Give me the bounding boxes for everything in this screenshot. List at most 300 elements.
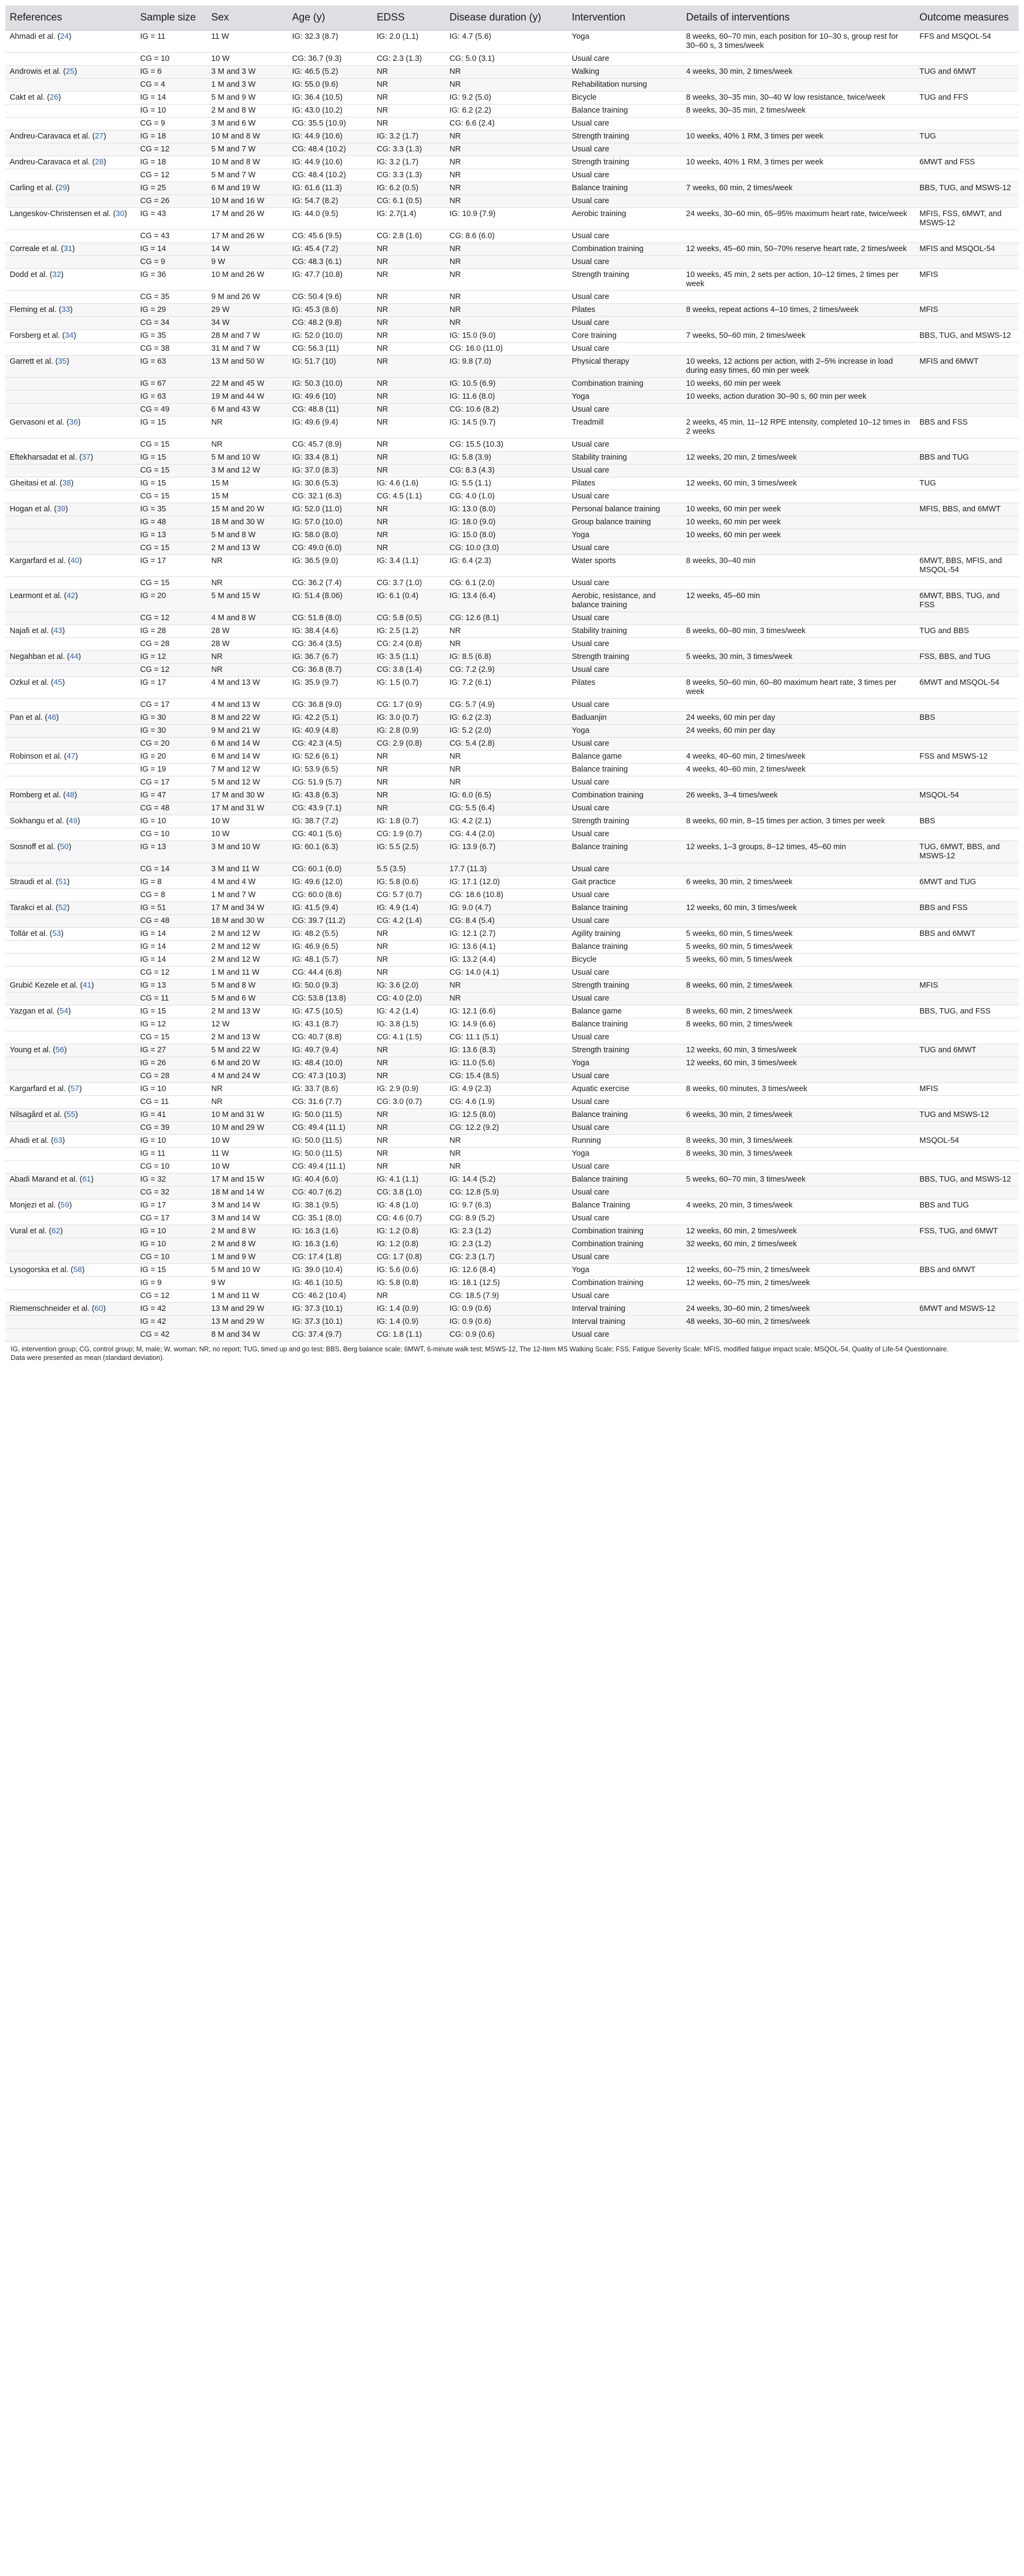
cell-sample-size: IG = 30 — [136, 712, 207, 725]
citation-link[interactable]: 35 — [58, 357, 67, 366]
cell-reference — [5, 378, 136, 391]
cell-sex: 28 W — [207, 638, 288, 651]
citation-link[interactable]: 51 — [58, 878, 67, 886]
cell-sex: 6 M and 14 W — [207, 738, 288, 751]
cell-reference — [5, 343, 136, 356]
cell-reference — [5, 391, 136, 404]
cell-details — [682, 1212, 915, 1225]
cell-sex: 2 M and 13 W — [207, 1031, 288, 1044]
cell-reference: Monjezi et al. (59) — [5, 1199, 136, 1212]
cell-age: CG: 36.4 (3.5) — [288, 638, 372, 651]
cell-edss: CG: 5.7 (0.7) — [372, 889, 445, 902]
reference-author: Correale et al. — [10, 245, 59, 253]
cell-intervention: Balance training — [568, 841, 682, 863]
cell-sample-size: IG = 63 — [136, 391, 207, 404]
cell-outcome-measures: 6MWT and MSWS-12 — [915, 1303, 1019, 1316]
cell-details — [682, 863, 915, 876]
cell-disease-duration: IG: 0.9 (0.6) — [445, 1316, 568, 1329]
table-row — [5, 117, 1019, 130]
cell-edss: NR — [372, 503, 445, 516]
cell-age: IG: 54.7 (8.2) — [288, 195, 372, 208]
cell-details — [682, 143, 915, 156]
cell-sex: 4 M and 13 W — [207, 677, 288, 699]
cell-reference — [5, 79, 136, 92]
cell-sex: 17 M and 30 W — [207, 789, 288, 802]
cell-intervention: Combination training — [568, 1277, 682, 1290]
cell-disease-duration: NR — [445, 143, 568, 156]
cell-edss: CG: 4.5 (1.1) — [372, 490, 445, 503]
cell-details: 8 weeks, 60–70 min, each position for 10–30 s, group rest for 30–60 s, 3 times/week — [682, 31, 915, 53]
cell-reference: Tarakci et al. (52) — [5, 902, 136, 915]
table-row — [5, 876, 1019, 889]
cell-details: 8 weeks, 30 min, 3 times/week — [682, 1148, 915, 1161]
cell-disease-duration: NR — [445, 130, 568, 143]
cell-sex: 5 M and 10 W — [207, 452, 288, 464]
cell-reference — [5, 291, 136, 304]
cell-sample-size: CG = 4 — [136, 79, 207, 92]
citation-link[interactable]: 49 — [68, 817, 78, 825]
cell-outcome-measures — [915, 117, 1019, 130]
citation-link[interactable]: 48 — [65, 791, 75, 800]
citation-link[interactable]: 41 — [82, 981, 92, 990]
cell-age: IG: 42.2 (5.1) — [288, 712, 372, 725]
cell-outcome-measures: TUG and 6MWT — [915, 1044, 1019, 1057]
cell-edss: IG: 3.5 (1.1) — [372, 651, 445, 664]
table-row — [5, 677, 1019, 699]
cell-disease-duration: IG: 5.2 (2.0) — [445, 725, 568, 738]
cell-age: CG: 48.4 (10.2) — [288, 169, 372, 182]
cell-disease-duration: IG: 2.3 (1.2) — [445, 1238, 568, 1251]
cell-reference — [5, 863, 136, 876]
citation-link[interactable]: 46 — [47, 713, 57, 722]
citation-link[interactable]: 54 — [59, 1007, 68, 1016]
cell-outcome-measures — [915, 490, 1019, 503]
cell-sample-size: IG = 14 — [136, 92, 207, 105]
cell-reference — [5, 1057, 136, 1070]
cell-reference — [5, 1070, 136, 1083]
cell-details: 8 weeks, 60–80 min, 3 times/week — [682, 625, 915, 638]
cell-sample-size: CG = 10 — [136, 1161, 207, 1174]
citation-link[interactable]: 58 — [73, 1266, 82, 1274]
cell-edss: NR — [372, 1148, 445, 1161]
cell-details — [682, 464, 915, 477]
cell-edss: IG: 3.2 (1.7) — [372, 130, 445, 143]
cell-intervention: Water sports — [568, 555, 682, 577]
cell-sex: 22 M and 45 W — [207, 378, 288, 391]
cell-reference: Langeskov-Christensen et al. (30) — [5, 208, 136, 230]
cell-sex: 11 W — [207, 31, 288, 53]
citation-link[interactable]: 33 — [61, 305, 71, 314]
citation-link[interactable]: 63 — [53, 1136, 63, 1145]
cell-sample-size: CG = 11 — [136, 1096, 207, 1109]
cell-outcome-measures: TUG — [915, 477, 1019, 490]
citation-link[interactable]: 43 — [53, 627, 63, 635]
cell-sample-size: IG = 35 — [136, 503, 207, 516]
cell-sample-size: IG = 17 — [136, 555, 207, 577]
table-row — [5, 1122, 1019, 1135]
cell-intervention: Usual care — [568, 53, 682, 66]
cell-age: IG: 44.0 (9.5) — [288, 208, 372, 230]
cell-intervention: Personal balance training — [568, 503, 682, 516]
cell-edss: NR — [372, 1070, 445, 1083]
cell-intervention: Yoga — [568, 725, 682, 738]
cell-edss: IG: 5.8 (0.6) — [372, 876, 445, 889]
citation-link[interactable]: 38 — [62, 479, 71, 488]
cell-reference — [5, 105, 136, 117]
cell-outcome-measures — [915, 612, 1019, 625]
table-row — [5, 590, 1019, 612]
cell-reference — [5, 1329, 136, 1342]
citation-link[interactable]: 42 — [66, 592, 75, 600]
cell-details: 48 weeks, 30–60 min, 2 times/week — [682, 1316, 915, 1329]
cell-disease-duration: IG: 6.4 (2.3) — [445, 555, 568, 577]
cell-details: 4 weeks, 40–60 min, 2 times/week — [682, 751, 915, 763]
citation-link[interactable]: 56 — [55, 1046, 65, 1054]
cell-sample-size: CG = 49 — [136, 404, 207, 416]
cell-sex: 2 M and 12 W — [207, 928, 288, 941]
cell-sex: 5 M and 7 W — [207, 169, 288, 182]
table-row — [5, 208, 1019, 230]
cell-outcome-measures: BBS, TUG, and FSS — [915, 1005, 1019, 1018]
cell-reference — [5, 195, 136, 208]
cell-age: IG: 51.4 (8.06) — [288, 590, 372, 612]
cell-edss: NR — [372, 317, 445, 330]
citation-link[interactable]: 52 — [58, 904, 67, 912]
cell-details — [682, 577, 915, 590]
citation-link[interactable]: 39 — [57, 505, 66, 513]
cell-disease-duration: NR — [445, 317, 568, 330]
cell-intervention: Usual care — [568, 1096, 682, 1109]
cell-edss: CG: 3.8 (1.0) — [372, 1186, 445, 1199]
table-row — [5, 1083, 1019, 1096]
header-outcome-measures: Outcome measures — [915, 5, 1019, 31]
cell-intervention: Yoga — [568, 31, 682, 53]
table-row — [5, 92, 1019, 105]
cell-edss: NR — [372, 452, 445, 464]
citation-link[interactable]: 60 — [94, 1304, 103, 1313]
citation-link[interactable]: 30 — [115, 210, 124, 218]
cell-sex: 13 M and 50 W — [207, 356, 288, 378]
reference-author: Ozkul et al. — [10, 678, 49, 687]
cell-sample-size: CG = 15 — [136, 542, 207, 555]
table-row — [5, 802, 1019, 815]
cell-disease-duration: CG: 10.0 (3.0) — [445, 542, 568, 555]
cell-age: IG: 45.3 (8.6) — [288, 304, 372, 317]
cell-edss: NR — [372, 105, 445, 117]
cell-edss: NR — [372, 330, 445, 343]
cell-disease-duration: IG: 11.0 (5.6) — [445, 1057, 568, 1070]
cell-details: 12 weeks, 60 min, 3 times/week — [682, 1044, 915, 1057]
cell-edss: CG: 4.1 (1.5) — [372, 1031, 445, 1044]
cell-intervention: Usual care — [568, 464, 682, 477]
citation-link[interactable]: 27 — [94, 132, 104, 141]
table-row — [5, 53, 1019, 66]
cell-sex: 34 W — [207, 317, 288, 330]
table-row — [5, 612, 1019, 625]
cell-disease-duration: IG: 14.5 (9.7) — [445, 416, 568, 439]
cell-age: CG: 32.1 (6.3) — [288, 490, 372, 503]
cell-intervention: Group balance training — [568, 516, 682, 529]
cell-edss: NR — [372, 464, 445, 477]
cell-edss: 5.5 (3.5) — [372, 863, 445, 876]
table-row — [5, 256, 1019, 269]
citation-link[interactable]: 45 — [53, 678, 63, 687]
cell-details: 4 weeks, 20 min, 3 times/week — [682, 1199, 915, 1212]
cell-age: IG: 45.4 (7.2) — [288, 243, 372, 256]
table-header — [5, 5, 1019, 31]
cell-edss: NR — [372, 343, 445, 356]
cell-reference — [5, 117, 136, 130]
cell-sex: 5 M and 8 W — [207, 980, 288, 992]
cell-intervention: Treadmill — [568, 416, 682, 439]
table-row — [5, 638, 1019, 651]
citation-link[interactable]: 29 — [58, 184, 67, 192]
cell-age: CG: 35.1 (8.0) — [288, 1212, 372, 1225]
cell-intervention: Stability training — [568, 625, 682, 638]
cell-outcome-measures — [915, 1148, 1019, 1161]
cell-intervention: Combination training — [568, 1238, 682, 1251]
cell-reference: Young et al. (56) — [5, 1044, 136, 1057]
table-row — [5, 1238, 1019, 1251]
cell-intervention: Yoga — [568, 1057, 682, 1070]
citation-link[interactable]: 32 — [52, 270, 61, 279]
citation-link[interactable]: 57 — [70, 1085, 79, 1093]
cell-sex: 1 M and 3 W — [207, 79, 288, 92]
cell-sample-size: IG = 8 — [136, 876, 207, 889]
cell-intervention: Combination training — [568, 243, 682, 256]
cell-sex: NR — [207, 651, 288, 664]
cell-intervention: Balance training — [568, 1109, 682, 1122]
cell-disease-duration: IG: 12.1 (6.6) — [445, 1005, 568, 1018]
cell-age: IG: 46.5 (5.2) — [288, 66, 372, 79]
cell-sample-size: IG = 27 — [136, 1044, 207, 1057]
cell-sample-size: CG = 9 — [136, 256, 207, 269]
cell-outcome-measures: MFIS — [915, 980, 1019, 992]
cell-reference: Eftekharsadat et al. (37) — [5, 452, 136, 464]
table-row — [5, 738, 1019, 751]
citation-link[interactable]: 40 — [70, 557, 79, 565]
reference-author: Yazgan et al. — [10, 1007, 55, 1016]
cell-details: 6 weeks, 30 min, 2 times/week — [682, 876, 915, 889]
cell-outcome-measures — [915, 699, 1019, 712]
cell-intervention: Pilates — [568, 677, 682, 699]
cell-reference: Gheitasi et al. (38) — [5, 477, 136, 490]
table-row — [5, 79, 1019, 92]
table-row — [5, 356, 1019, 378]
cell-outcome-measures — [915, 992, 1019, 1005]
citation-link[interactable]: 61 — [82, 1175, 91, 1184]
cell-disease-duration: CG: 8.4 (5.4) — [445, 915, 568, 928]
cell-age: CG: 46.2 (10.4) — [288, 1290, 372, 1303]
cell-details: 24 weeks, 60 min per day — [682, 712, 915, 725]
citation-link[interactable]: 28 — [94, 158, 104, 166]
cell-edss: IG: 6.1 (0.4) — [372, 590, 445, 612]
cell-details: 24 weeks, 30–60 min, 65–95% maximum heart rate, twice/week — [682, 208, 915, 230]
cell-disease-duration: IG: 9.2 (5.0) — [445, 92, 568, 105]
cell-reference: Tollár et al. (53) — [5, 928, 136, 941]
cell-details: 8 weeks, 50–60 min, 60–80 maximum heart rate, 3 times per week — [682, 677, 915, 699]
cell-outcome-measures — [915, 1122, 1019, 1135]
cell-age: IG: 50.0 (11.5) — [288, 1135, 372, 1148]
cell-sex: 4 M and 4 W — [207, 876, 288, 889]
cell-sample-size: CG = 34 — [136, 317, 207, 330]
cell-edss: CG: 1.7 (0.8) — [372, 1251, 445, 1264]
cell-reference: Abadi Marand et al. (61) — [5, 1174, 136, 1186]
table-row — [5, 664, 1019, 677]
cell-details: 8 weeks, 60 min, 2 times/week — [682, 1005, 915, 1018]
citation-link[interactable]: 50 — [60, 843, 69, 851]
cell-age: CG: 56.3 (11) — [288, 343, 372, 356]
cell-age: IG: 37.0 (8.3) — [288, 464, 372, 477]
cell-edss: IG: 4.2 (1.4) — [372, 1005, 445, 1018]
cell-details: 6 weeks, 30 min, 2 times/week — [682, 1109, 915, 1122]
table-row — [5, 992, 1019, 1005]
cell-age: IG: 48.4 (10.0) — [288, 1057, 372, 1070]
cell-age: CG: 51.9 (5.7) — [288, 776, 372, 789]
cell-intervention: Usual care — [568, 915, 682, 928]
cell-reference — [5, 529, 136, 542]
cell-details: 12 weeks, 60 min, 3 times/week — [682, 477, 915, 490]
citation-link[interactable]: 53 — [52, 929, 61, 938]
cell-sample-size: CG = 38 — [136, 343, 207, 356]
cell-details: 8 weeks, 60 min, 2 times/week — [682, 1018, 915, 1031]
cell-age: CG: 49.4 (11.1) — [288, 1161, 372, 1174]
table-row — [5, 1109, 1019, 1122]
cell-edss: IG: 2.7(1.4) — [372, 208, 445, 230]
table-row — [5, 889, 1019, 902]
cell-details: 5 weeks, 30 min, 3 times/week — [682, 651, 915, 664]
cell-sex: 2 M and 13 W — [207, 1005, 288, 1018]
cell-sample-size: CG = 10 — [136, 828, 207, 841]
cell-edss: NR — [372, 269, 445, 291]
cell-sex: 8 M and 34 W — [207, 1329, 288, 1342]
cell-edss: NR — [372, 117, 445, 130]
table-row — [5, 404, 1019, 416]
citation-link[interactable]: 55 — [66, 1110, 75, 1119]
cell-outcome-measures: MSQOL-54 — [915, 1135, 1019, 1148]
cell-reference — [5, 1212, 136, 1225]
table-row — [5, 1070, 1019, 1083]
citation-link[interactable]: 62 — [51, 1227, 60, 1235]
cell-sample-size: IG = 35 — [136, 330, 207, 343]
cell-disease-duration: CG: 12.8 (5.9) — [445, 1186, 568, 1199]
cell-reference: Ahmadi et al. (24) — [5, 31, 136, 53]
cell-disease-duration: IG: 9.0 (4.7) — [445, 902, 568, 915]
cell-details — [682, 738, 915, 751]
cell-disease-duration: IG: 13.4 (6.4) — [445, 590, 568, 612]
cell-disease-duration: IG: 15.0 (9.0) — [445, 330, 568, 343]
cell-sex: 9 W — [207, 1277, 288, 1290]
table-row — [5, 503, 1019, 516]
cell-intervention: Running — [568, 1135, 682, 1148]
cell-reference: Cakt et al. (26) — [5, 92, 136, 105]
table-row — [5, 763, 1019, 776]
cell-outcome-measures: BBS, TUG, and MSWS-12 — [915, 330, 1019, 343]
cell-sex: 9 M and 26 W — [207, 291, 288, 304]
citation-link[interactable]: 34 — [65, 331, 74, 340]
cell-sample-size: CG = 9 — [136, 117, 207, 130]
cell-sex: NR — [207, 416, 288, 439]
cell-reference: Kargarfard et al. (57) — [5, 1083, 136, 1096]
citation-link[interactable]: 59 — [60, 1201, 70, 1210]
cell-intervention: Balance Training — [568, 1199, 682, 1212]
citation-link[interactable]: 26 — [50, 93, 59, 102]
cell-outcome-measures: FSS and MSWS-12 — [915, 751, 1019, 763]
cell-age: IG: 49.7 (9.4) — [288, 1044, 372, 1057]
cell-details: 8 weeks, 60 min, 2 times/week — [682, 980, 915, 992]
cell-outcome-measures: MFIS and MSQOL-54 — [915, 243, 1019, 256]
reference-author: Grubić Kezele et al. — [10, 981, 78, 990]
cell-intervention: Usual care — [568, 828, 682, 841]
table-row — [5, 776, 1019, 789]
cell-sex: 4 M and 8 W — [207, 612, 288, 625]
cell-edss: NR — [372, 66, 445, 79]
citation-link[interactable]: 44 — [70, 652, 79, 661]
cell-age: CG: 31.6 (7.7) — [288, 1096, 372, 1109]
cell-edss: IG: 4.8 (1.0) — [372, 1199, 445, 1212]
citation-link[interactable]: 36 — [69, 418, 78, 427]
cell-sex: 10 W — [207, 828, 288, 841]
cell-sample-size: IG = 32 — [136, 1174, 207, 1186]
table-row — [5, 1186, 1019, 1199]
table-row — [5, 464, 1019, 477]
cell-edss: NR — [372, 529, 445, 542]
cell-details: 10 weeks, 60 min per week — [682, 529, 915, 542]
cell-details — [682, 1329, 915, 1342]
cell-intervention: Usual care — [568, 343, 682, 356]
reference-author: Gheitasi et al. — [10, 479, 58, 488]
citation-link[interactable]: 31 — [63, 245, 73, 253]
cell-details: 7 weeks, 60 min, 2 times/week — [682, 182, 915, 195]
cell-sample-size: IG = 13 — [136, 841, 207, 863]
cell-details: 8 weeks, 60 min, 8–15 times per action, 3 times per week — [682, 815, 915, 828]
cell-sample-size: CG = 12 — [136, 1290, 207, 1303]
cell-edss: IG: 5.5 (2.5) — [372, 841, 445, 863]
citation-link[interactable]: 37 — [81, 453, 91, 462]
citation-link[interactable]: 25 — [65, 67, 75, 76]
cell-intervention: Usual care — [568, 699, 682, 712]
cell-outcome-measures — [915, 725, 1019, 738]
cell-disease-duration: CG: 4.6 (1.9) — [445, 1096, 568, 1109]
cell-reference: Robinson et al. (47) — [5, 751, 136, 763]
cell-outcome-measures: 6MWT, BBS, MFIS, and MSQOL-54 — [915, 555, 1019, 577]
table-row — [5, 1329, 1019, 1342]
cell-outcome-measures — [915, 529, 1019, 542]
cell-disease-duration: IG: 6.2 (2.3) — [445, 712, 568, 725]
cell-details: 24 weeks, 60 min per day — [682, 725, 915, 738]
cell-reference — [5, 143, 136, 156]
cell-reference — [5, 169, 136, 182]
cell-outcome-measures — [915, 967, 1019, 980]
cell-edss: IG: 1.2 (0.8) — [372, 1238, 445, 1251]
citation-link[interactable]: 47 — [66, 752, 75, 761]
cell-outcome-measures: TUG and BBS — [915, 625, 1019, 638]
table-row — [5, 1161, 1019, 1174]
citation-link[interactable]: 24 — [60, 32, 69, 41]
cell-edss: IG: 1.4 (0.9) — [372, 1316, 445, 1329]
cell-details: 12 weeks, 60–75 min, 2 times/week — [682, 1264, 915, 1277]
cell-disease-duration: NR — [445, 195, 568, 208]
cell-reference: Vural et al. (62) — [5, 1225, 136, 1238]
cell-reference: Correale et al. (31) — [5, 243, 136, 256]
cell-edss: NR — [372, 1161, 445, 1174]
cell-sample-size: CG = 28 — [136, 1070, 207, 1083]
cell-sample-size: CG = 43 — [136, 230, 207, 243]
cell-sample-size: CG = 48 — [136, 802, 207, 815]
cell-age: IG: 49.6 (10) — [288, 391, 372, 404]
cell-sample-size: IG = 42 — [136, 1316, 207, 1329]
table-row — [5, 143, 1019, 156]
